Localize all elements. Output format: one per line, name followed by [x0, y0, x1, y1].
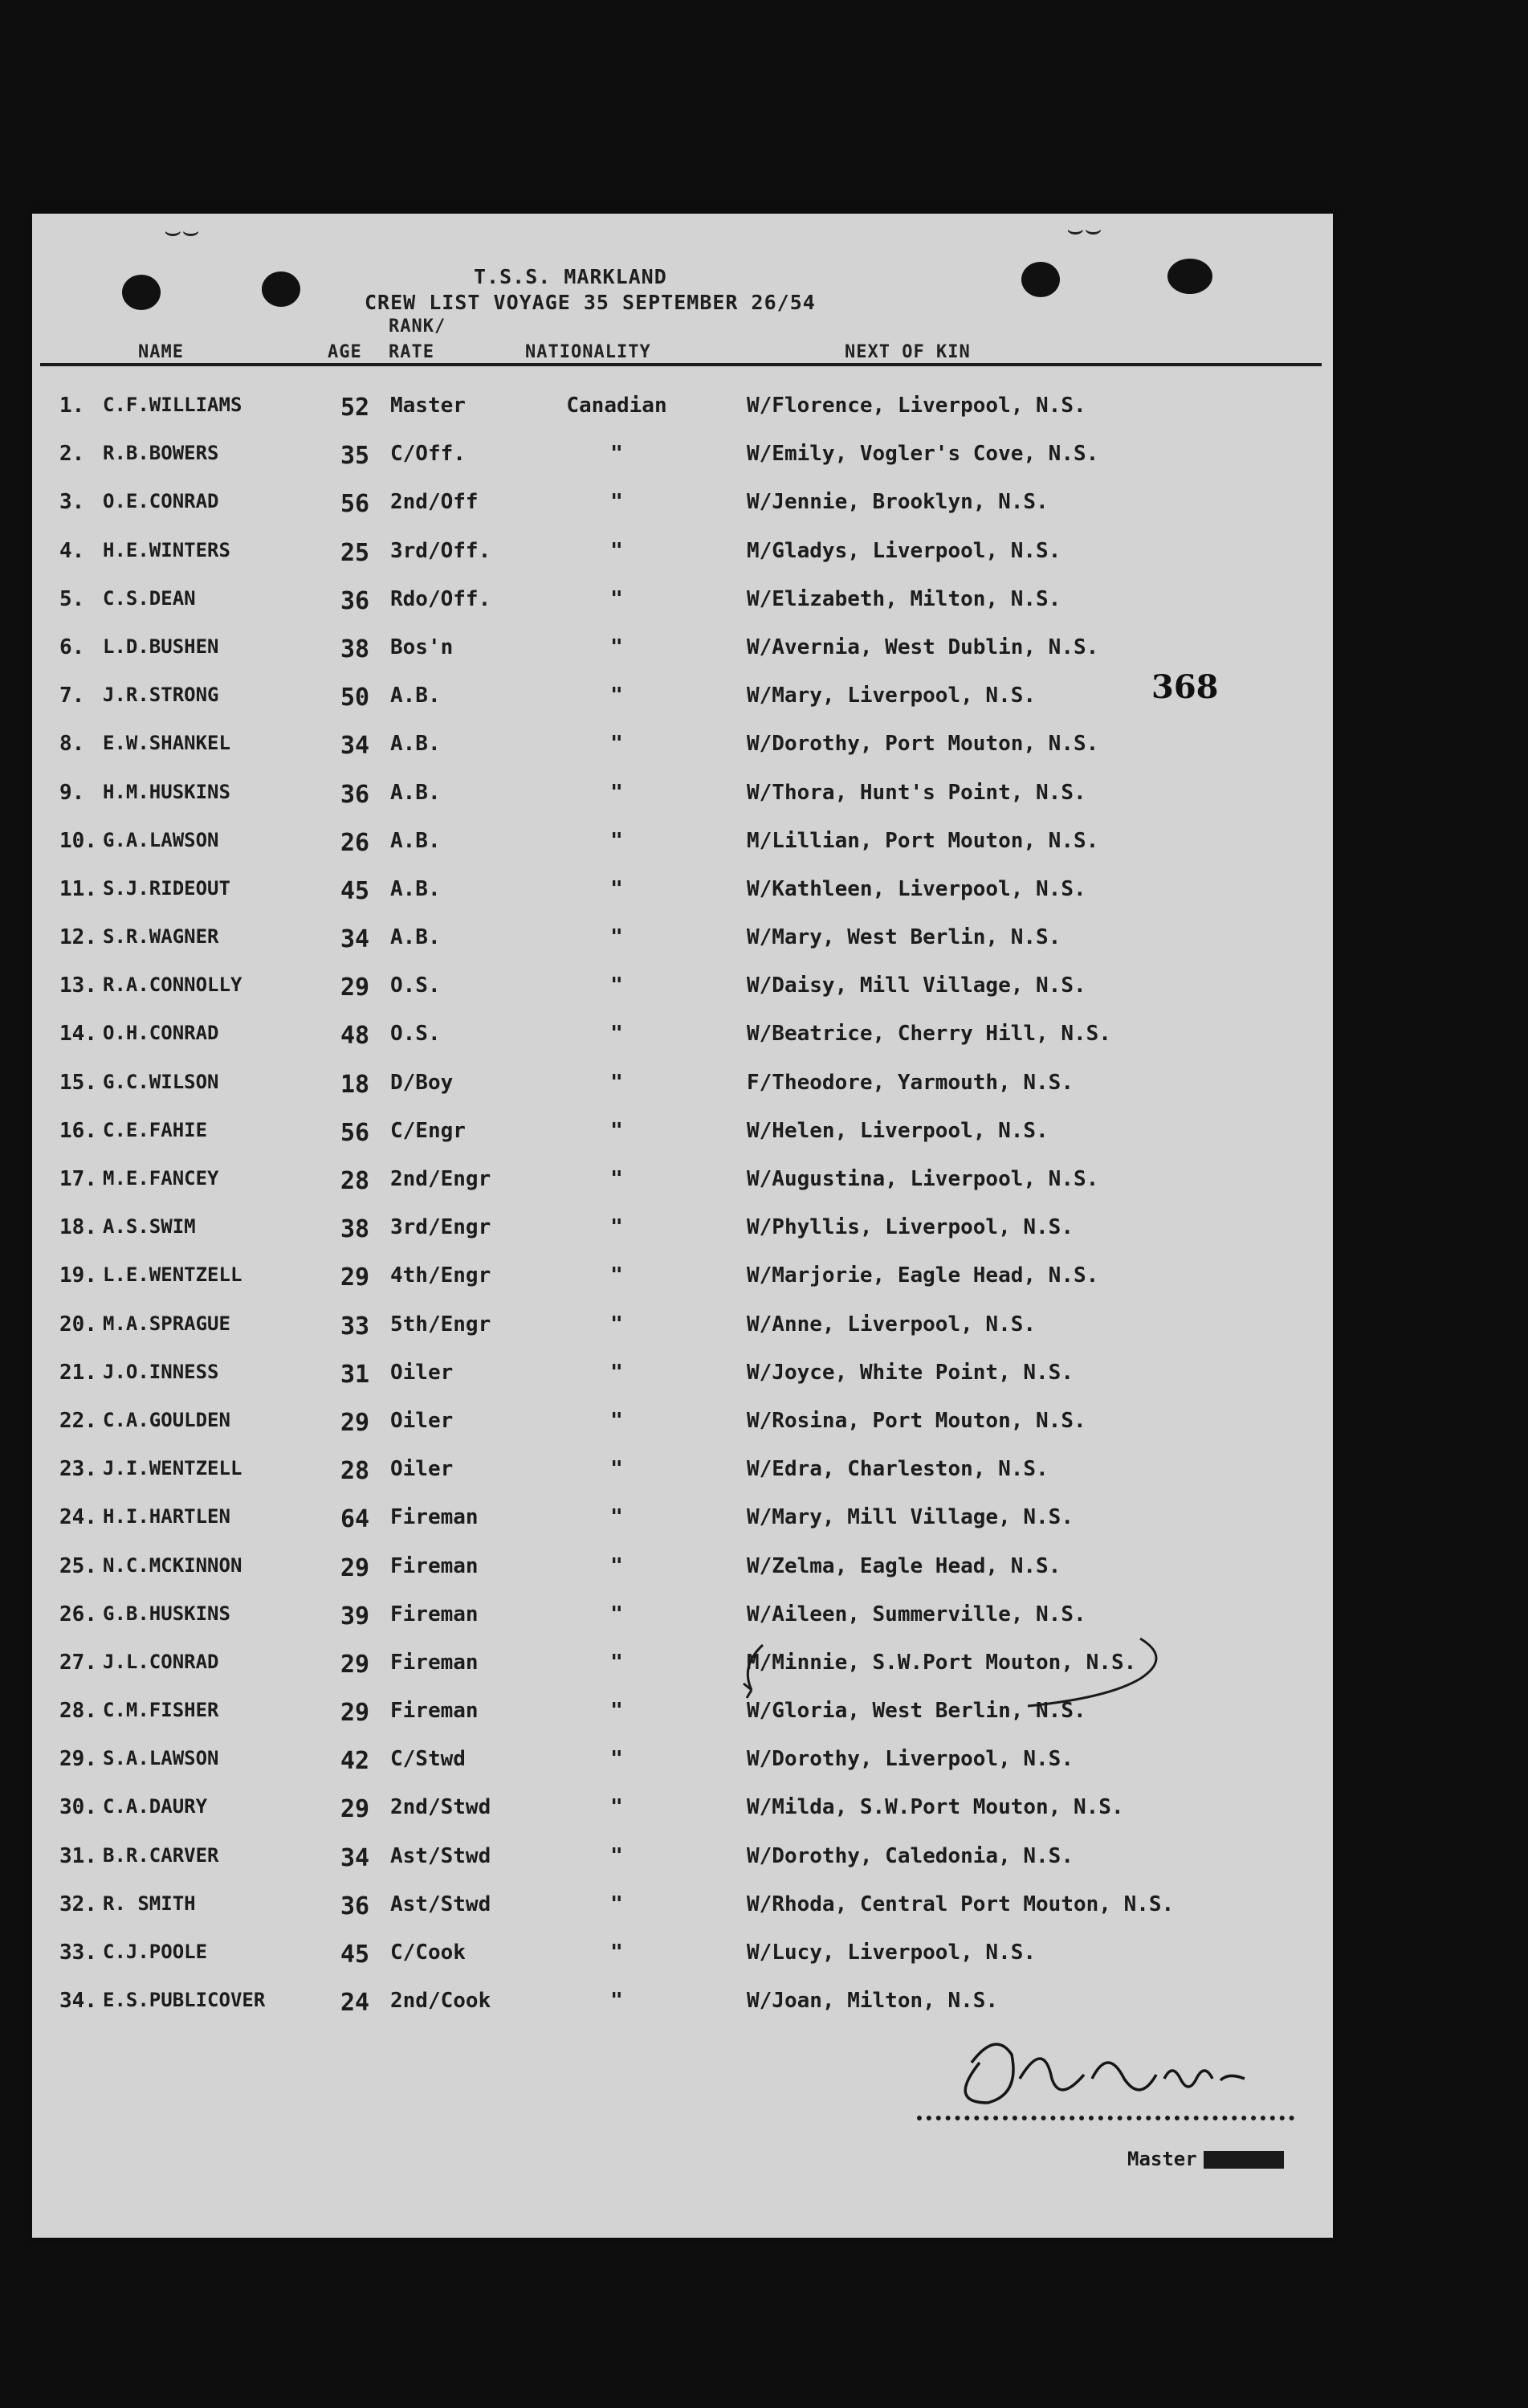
crew-row	[32, 1736, 1333, 1784]
crew-row	[32, 1059, 1333, 1108]
crew-nationality: "	[610, 1457, 623, 1482]
crew-next-of-kin: W/Milda, S.W.Port Mouton, N.S.	[747, 1795, 1124, 1820]
handwritten-bracket-annotation	[723, 1634, 1172, 1738]
crew-row	[32, 1156, 1333, 1204]
crew-name: S.R.WAGNER	[103, 925, 219, 949]
crew-name: J.O.INNESS	[103, 1360, 219, 1383]
crew-next-of-kin: W/Mary, Mill Village, N.S.	[747, 1505, 1074, 1530]
crew-name: G.C.WILSON	[103, 1070, 219, 1093]
crew-rank: A.B.	[390, 925, 441, 950]
crew-name: E.W.SHANKEL	[103, 732, 230, 755]
crew-rank: C/Cook	[390, 1941, 466, 1965]
crew-name: J.R.STRONG	[103, 684, 219, 707]
crew-next-of-kin: W/Dorothy, Liverpool, N.S.	[747, 1747, 1074, 1772]
crew-nationality: "	[610, 876, 623, 901]
crew-nationality: "	[610, 635, 623, 659]
crew-next-of-kin: W/Thora, Hunt's Point, N.S.	[747, 780, 1086, 805]
crew-row	[32, 1929, 1333, 1977]
crew-row	[32, 1977, 1333, 2026]
crew-rank: Rdo/Off.	[390, 586, 491, 611]
crew-name: S.A.LAWSON	[103, 1747, 219, 1770]
crew-age: 31	[340, 1360, 370, 1389]
crew-row	[32, 1833, 1333, 1881]
crew-name: O.E.CONRAD	[103, 490, 219, 513]
crew-nationality: "	[610, 1602, 623, 1626]
crew-next-of-kin: W/Phyllis, Liverpool, N.S.	[747, 1215, 1074, 1240]
crew-nationality: "	[610, 1892, 623, 1916]
crew-nationality: "	[610, 490, 623, 515]
crew-next-of-kin: W/Dorothy, Caledonia, N.S.	[747, 1843, 1074, 1868]
row-number: 31.	[59, 1843, 97, 1868]
row-number: 25.	[59, 1553, 97, 1578]
ship-title: T.S.S. MARKLAND	[474, 265, 667, 288]
page-number: 368	[1151, 668, 1219, 706]
crew-age: 56	[340, 490, 370, 519]
crew-age: 33	[340, 1312, 370, 1341]
crew-age: 18	[340, 1070, 370, 1099]
crew-rank: C/Off.	[390, 442, 466, 467]
crew-next-of-kin: W/Dorothy, Port Mouton, N.S.	[747, 732, 1099, 757]
crew-age: 45	[340, 876, 370, 905]
crew-name: A.S.SWIM	[103, 1215, 196, 1239]
crew-nationality: "	[610, 1167, 623, 1191]
crew-next-of-kin: W/Augustina, Liverpool, N.S.	[747, 1167, 1099, 1191]
crew-rank: 2nd/Cook	[390, 1989, 491, 2014]
crew-row	[32, 1349, 1333, 1398]
crew-row	[32, 769, 1333, 818]
crew-age: 26	[340, 828, 370, 857]
crew-next-of-kin: W/Mary, West Berlin, N.S.	[747, 925, 1061, 950]
crew-next-of-kin: W/Rhoda, Central Port Mouton, N.S.	[747, 1892, 1175, 1916]
crew-nationality: "	[610, 1747, 623, 1772]
crew-age: 34	[340, 1843, 370, 1872]
row-number: 1.	[59, 394, 85, 418]
crew-name: H.I.HARTLEN	[103, 1505, 230, 1528]
crew-rank: O.S.	[390, 1022, 441, 1047]
crew-age: 56	[340, 1118, 370, 1147]
crew-next-of-kin: W/Avernia, West Dublin, N.S.	[747, 635, 1099, 659]
row-number: 21.	[59, 1360, 97, 1385]
row-number: 11.	[59, 876, 97, 901]
crew-age: 35	[340, 442, 370, 471]
crew-next-of-kin: W/Marjorie, Eagle Head, N.S.	[747, 1263, 1099, 1288]
crew-rank: Master	[390, 394, 466, 418]
col-next-of-kin: NEXT OF KIN	[845, 342, 971, 362]
crew-age: 29	[340, 973, 370, 1002]
crew-age: 29	[340, 1650, 370, 1679]
crew-rank: Oiler	[390, 1360, 454, 1385]
row-number: 27.	[59, 1650, 97, 1675]
crew-next-of-kin: F/Theodore, Yarmouth, N.S.	[747, 1070, 1074, 1095]
crew-age: 64	[340, 1505, 370, 1534]
crew-name: O.H.CONRAD	[103, 1022, 219, 1045]
crew-row	[32, 1784, 1333, 1832]
crew-name: C.M.FISHER	[103, 1699, 219, 1722]
crew-row	[32, 528, 1333, 576]
crew-next-of-kin: W/Lucy, Liverpool, N.S.	[747, 1941, 1037, 1965]
crew-row	[32, 962, 1333, 1010]
crew-age: 34	[340, 925, 370, 954]
crew-row	[32, 382, 1333, 431]
row-number: 6.	[59, 635, 85, 659]
crew-name: L.D.BUSHEN	[103, 635, 219, 658]
crew-row	[32, 1301, 1333, 1349]
row-number: 10.	[59, 828, 97, 853]
crew-nationality: "	[610, 1989, 623, 2014]
crew-age: 36	[340, 586, 370, 615]
crew-age: 29	[340, 1553, 370, 1582]
row-number: 12.	[59, 925, 97, 950]
row-number: 14.	[59, 1022, 97, 1047]
crew-rank: Fireman	[390, 1650, 479, 1675]
crew-rank: O.S.	[390, 973, 441, 998]
crew-row	[32, 818, 1333, 866]
row-number: 17.	[59, 1167, 97, 1191]
crew-next-of-kin: W/Kathleen, Liverpool, N.S.	[747, 876, 1086, 901]
crew-row	[32, 479, 1333, 527]
crew-name: C.F.WILLIAMS	[103, 394, 242, 416]
redaction-mark	[1204, 2151, 1284, 2169]
crew-row	[32, 576, 1333, 624]
crew-nationality: "	[610, 1360, 623, 1385]
crew-rank: 2nd/Off	[390, 490, 479, 515]
crew-age: 50	[340, 684, 370, 712]
crew-age: 36	[340, 1892, 370, 1920]
crew-age: 45	[340, 1941, 370, 1969]
crew-row	[32, 624, 1333, 672]
crew-age: 42	[340, 1747, 370, 1776]
row-number: 24.	[59, 1505, 97, 1530]
crew-rank: C/Stwd	[390, 1747, 466, 1772]
master-signature-label	[1127, 2148, 1284, 2170]
crew-name: R. SMITH	[103, 1892, 196, 1915]
crew-name: J.I.WENTZELL	[103, 1457, 242, 1480]
crew-rank: Fireman	[390, 1699, 479, 1724]
crew-nationality: "	[610, 1843, 623, 1868]
staple-mark-right: ⌣⌣	[1066, 214, 1102, 246]
crew-nationality: "	[610, 828, 623, 853]
crew-rank: 4th/Engr	[390, 1263, 491, 1288]
crew-next-of-kin: M/Minnie, S.W.Port Mouton, N.S.	[747, 1650, 1137, 1675]
crew-nationality: "	[610, 1263, 623, 1288]
crew-rank: 3rd/Engr	[390, 1215, 491, 1240]
crew-list-document	[32, 214, 1333, 2238]
crew-name: M.E.FANCEY	[103, 1167, 219, 1190]
crew-age: 34	[340, 732, 370, 761]
crew-nationality: "	[610, 1941, 623, 1965]
crew-rank: Fireman	[390, 1553, 479, 1578]
row-number: 22.	[59, 1408, 97, 1433]
crew-next-of-kin: W/Emily, Vogler's Cove, N.S.	[747, 442, 1099, 467]
crew-nationality: "	[610, 684, 623, 708]
crew-nationality: "	[610, 1795, 623, 1820]
crew-name: E.S.PUBLICOVER	[103, 1989, 266, 2012]
crew-name: G.A.LAWSON	[103, 828, 219, 851]
crew-nationality: "	[610, 1022, 623, 1047]
header-rule	[40, 363, 1322, 366]
crew-age: 36	[340, 780, 370, 809]
crew-row	[32, 866, 1333, 914]
crew-rank: Bos'n	[390, 635, 454, 659]
crew-rank: Oiler	[390, 1457, 454, 1482]
crew-rank: D/Boy	[390, 1070, 454, 1095]
crew-row	[32, 1446, 1333, 1494]
crew-row	[32, 914, 1333, 962]
crew-row	[32, 672, 1333, 720]
crew-nationality: "	[610, 538, 623, 563]
master-signature	[931, 2030, 1269, 2119]
crew-name: G.B.HUSKINS	[103, 1602, 230, 1625]
crew-row	[32, 1881, 1333, 1929]
crew-row	[32, 1108, 1333, 1156]
crew-nationality: "	[610, 1118, 623, 1143]
crew-nationality: "	[610, 586, 623, 611]
row-number: 18.	[59, 1215, 97, 1240]
punch-hole-left-2	[262, 271, 300, 307]
row-number: 30.	[59, 1795, 97, 1820]
crew-rank: 2nd/Stwd	[390, 1795, 491, 1820]
crew-name: H.M.HUSKINS	[103, 780, 230, 803]
row-number: 5.	[59, 586, 85, 611]
master-label: Master	[1127, 2148, 1197, 2170]
col-name: NAME	[138, 342, 184, 362]
crew-age: 52	[340, 394, 370, 422]
crew-name: C.E.FAHIE	[103, 1118, 208, 1141]
crew-nationality: "	[610, 973, 623, 998]
crew-nationality: "	[610, 1408, 623, 1433]
row-number: 4.	[59, 538, 85, 563]
crew-next-of-kin: M/Lillian, Port Mouton, N.S.	[747, 828, 1099, 853]
crew-age: 28	[340, 1457, 370, 1486]
crew-name: R.A.CONNOLLY	[103, 973, 242, 997]
crew-rank: Ast/Stwd	[390, 1843, 491, 1868]
row-number: 3.	[59, 490, 85, 515]
crew-rank: 3rd/Off.	[390, 538, 491, 563]
crew-nationality: Canadian	[566, 394, 667, 418]
crew-nationality: "	[610, 780, 623, 805]
crew-next-of-kin: W/Helen, Liverpool, N.S.	[747, 1118, 1049, 1143]
crew-rank: A.B.	[390, 684, 441, 708]
rank-label: RANK/	[389, 316, 446, 337]
crew-nationality: "	[610, 1070, 623, 1095]
crew-next-of-kin: W/Daisy, Mill Village, N.S.	[747, 973, 1086, 998]
crew-nationality: "	[610, 732, 623, 757]
crew-rank: Ast/Stwd	[390, 1892, 491, 1916]
crew-nationality: "	[610, 1650, 623, 1675]
crew-age: 28	[340, 1167, 370, 1195]
punch-hole-right-1	[1021, 262, 1060, 297]
row-number: 8.	[59, 732, 85, 757]
crew-row	[32, 1591, 1333, 1639]
row-number: 33.	[59, 1941, 97, 1965]
crew-next-of-kin: W/Gloria, West Berlin, N.S.	[747, 1699, 1086, 1724]
crew-age: 25	[340, 538, 370, 567]
row-number: 28.	[59, 1699, 97, 1724]
crew-rank: A.B.	[390, 732, 441, 757]
crew-nationality: "	[610, 1215, 623, 1240]
crew-rank: 2nd/Engr	[390, 1167, 491, 1191]
crew-next-of-kin: W/Beatrice, Cherry Hill, N.S.	[747, 1022, 1111, 1047]
crew-age: 38	[340, 635, 370, 663]
crew-nationality: "	[610, 1312, 623, 1337]
crew-age: 29	[340, 1263, 370, 1292]
row-number: 26.	[59, 1602, 97, 1626]
row-number: 29.	[59, 1747, 97, 1772]
crew-name: C.S.DEAN	[103, 586, 196, 610]
crew-row	[32, 431, 1333, 479]
punch-hole-right-2	[1167, 259, 1212, 294]
crew-rank: A.B.	[390, 828, 441, 853]
crew-next-of-kin: W/Anne, Liverpool, N.S.	[747, 1312, 1037, 1337]
crew-age: 39	[340, 1602, 370, 1631]
crew-name: N.C.MCKINNON	[103, 1553, 242, 1577]
crew-row	[32, 1494, 1333, 1542]
crew-name: H.E.WINTERS	[103, 538, 230, 561]
crew-rank: Fireman	[390, 1505, 479, 1530]
crew-list-subtitle: CREW LIST VOYAGE 35 SEPTEMBER 26/54	[365, 291, 816, 314]
crew-next-of-kin: W/Joyce, White Point, N.S.	[747, 1360, 1074, 1385]
crew-rank: C/Engr	[390, 1118, 466, 1143]
punch-hole-left-1	[122, 275, 161, 310]
crew-age: 29	[340, 1408, 370, 1437]
row-number: 13.	[59, 973, 97, 998]
crew-row	[32, 1010, 1333, 1059]
crew-next-of-kin: W/Mary, Liverpool, N.S.	[747, 684, 1037, 708]
col-rate: RATE	[389, 342, 434, 362]
crew-nationality: "	[610, 1699, 623, 1724]
column-headers	[32, 341, 1333, 373]
signature-line	[917, 2116, 1294, 2120]
row-number: 2.	[59, 442, 85, 467]
crew-rank: Oiler	[390, 1408, 454, 1433]
crew-next-of-kin: W/Elizabeth, Milton, N.S.	[747, 586, 1061, 611]
crew-nationality: "	[610, 925, 623, 950]
crew-next-of-kin: W/Jennie, Brooklyn, N.S.	[747, 490, 1049, 515]
crew-next-of-kin: W/Joan, Milton, N.S.	[747, 1989, 999, 2014]
crew-rank: 5th/Engr	[390, 1312, 491, 1337]
crew-rank: A.B.	[390, 780, 441, 805]
crew-name: J.L.CONRAD	[103, 1650, 219, 1673]
crew-next-of-kin: W/Rosina, Port Mouton, N.S.	[747, 1408, 1086, 1433]
crew-name: L.E.WENTZELL	[103, 1263, 242, 1287]
row-number: 15.	[59, 1070, 97, 1095]
crew-age: 24	[340, 1989, 370, 2018]
crew-age: 29	[340, 1795, 370, 1824]
col-nationality: NATIONALITY	[525, 342, 651, 362]
crew-next-of-kin: W/Edra, Charleston, N.S.	[747, 1457, 1049, 1482]
crew-row	[32, 1204, 1333, 1252]
crew-name: C.A.GOULDEN	[103, 1408, 230, 1431]
crew-row	[32, 1398, 1333, 1446]
row-number: 23.	[59, 1457, 97, 1482]
crew-age: 38	[340, 1215, 370, 1244]
crew-age: 29	[340, 1699, 370, 1728]
row-number: 20.	[59, 1312, 97, 1337]
row-number: 16.	[59, 1118, 97, 1143]
crew-name: M.A.SPRAGUE	[103, 1312, 230, 1335]
crew-name: R.B.BOWERS	[103, 442, 219, 465]
crew-name: S.J.RIDEOUT	[103, 876, 230, 900]
row-number: 32.	[59, 1892, 97, 1916]
crew-row	[32, 720, 1333, 769]
crew-nationality: "	[610, 1553, 623, 1578]
col-age: AGE	[328, 342, 362, 362]
crew-name: C.A.DAURY	[103, 1795, 208, 1818]
crew-age: 48	[340, 1022, 370, 1051]
crew-row	[32, 1252, 1333, 1300]
row-number: 9.	[59, 780, 85, 805]
crew-next-of-kin: W/Aileen, Summerville, N.S.	[747, 1602, 1086, 1626]
crew-name: B.R.CARVER	[103, 1843, 219, 1867]
crew-rows	[32, 382, 1333, 2026]
crew-next-of-kin: W/Zelma, Eagle Head, N.S.	[747, 1553, 1061, 1578]
row-number: 19.	[59, 1263, 97, 1288]
crew-rank: A.B.	[390, 876, 441, 901]
staple-mark-left: ⌣⌣	[164, 215, 200, 247]
crew-nationality: "	[610, 442, 623, 467]
crew-rank: Fireman	[390, 1602, 479, 1626]
row-number: 34.	[59, 1989, 97, 2014]
crew-next-of-kin: W/Florence, Liverpool, N.S.	[747, 394, 1086, 418]
crew-nationality: "	[610, 1505, 623, 1530]
crew-name: C.J.POOLE	[103, 1941, 208, 1963]
crew-row	[32, 1543, 1333, 1591]
crew-next-of-kin: M/Gladys, Liverpool, N.S.	[747, 538, 1061, 563]
row-number: 7.	[59, 684, 85, 708]
